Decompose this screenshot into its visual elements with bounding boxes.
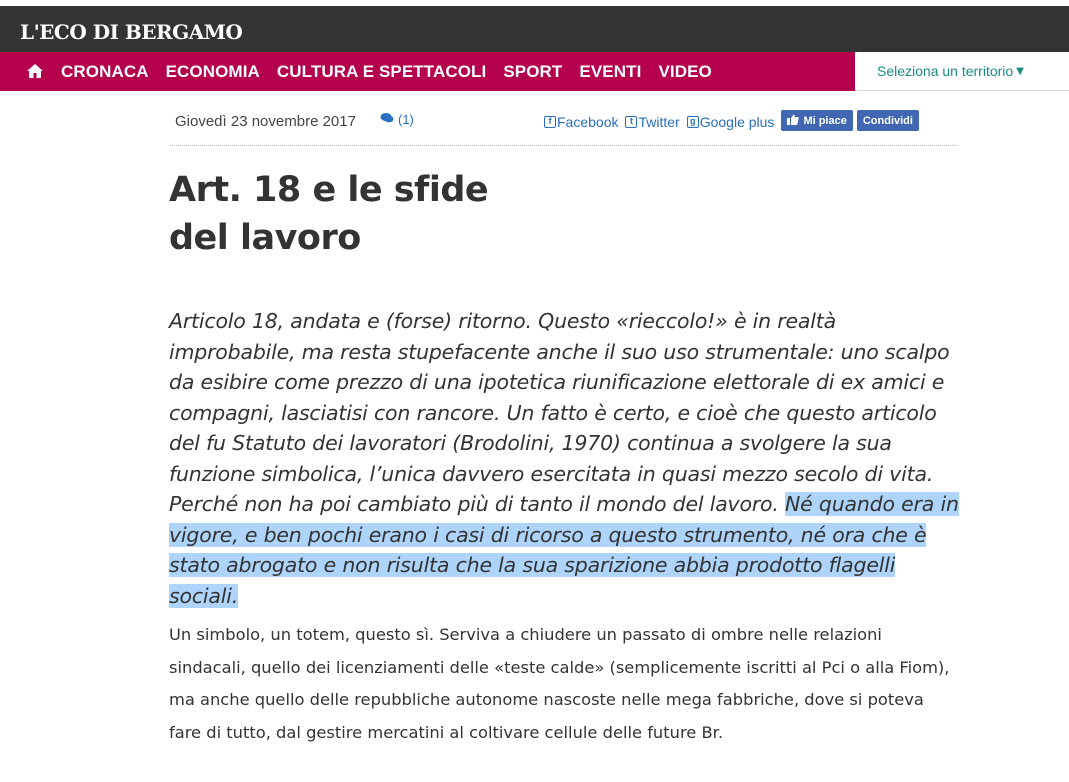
nav-item-sport[interactable]: SPORT: [503, 61, 563, 81]
nav-item-cronaca[interactable]: CRONACA: [61, 61, 149, 81]
nav-items: [61, 52, 729, 91]
article-lead: [169, 306, 959, 611]
facebook-like-button[interactable]: [781, 110, 852, 131]
nav-item-eventi[interactable]: EVENTI: [579, 61, 642, 81]
article-date: Giovedì 23 novembre 2017: [175, 113, 356, 130]
facebook-share-button[interactable]: [857, 110, 919, 131]
comments-link[interactable]: [380, 112, 414, 127]
share-googleplus-label: Google plus: [699, 113, 775, 130]
comments-count: (1): [398, 112, 414, 127]
nav-item-video[interactable]: VIDEO: [658, 61, 712, 81]
facebook-share-label: Condividi: [862, 114, 913, 127]
territory-selector-label: Seleziona un territorio: [877, 63, 1014, 79]
nav-item-cultura-spettacoli[interactable]: CULTURA E SPETTACOLI: [276, 61, 487, 81]
facebook-like-label: Mi piace: [803, 114, 847, 127]
article-body-paragraph: Un simbolo, un totem, questo sì. Serviva a chiudere un passato di ombre nelle relazioni sindacali, quello dei licenziamenti delle «teste calde» (semplicemente iscritti al Pci o alla Fiom), ma anche quello delle repubbliche autonome nascoste nelle mega fabbriche, dove si poteva fare di tutto, dal gestire mercatini al coltivare cellule delle future Br.: [169, 625, 950, 742]
home-icon[interactable]: [26, 62, 44, 80]
share-googleplus-link[interactable]: [687, 114, 775, 130]
share-facebook-label: Facebook: [557, 113, 619, 130]
googleplus-icon: g: [687, 116, 699, 128]
territory-selector[interactable]: [855, 52, 1069, 91]
article-lead-text: Articolo 18, andata e (forse) ritorno. Questo «rieccolo!» è in realtà improbabile, ma resta stupefacente anche il suo uso strumentale: uno scalpo da esibire come prezzo di una ipotetica riunificazione elettorale di ex amici e compagni, lasciatisi con rancore. Un fatto è certo, e cioè che questo articolo del fu Statuto dei lavoratori (Brodolini, 1970) continua a svolgere la sua funzione simbolica, l’unica davvero esercitata in quasi mezzo secolo di vita. Perché non ha poi cambiato più di tanto il mondo del lavoro.: [169, 309, 950, 516]
caret-down-icon: ▼: [1016, 65, 1024, 77]
nav-item-economia[interactable]: ECONOMIA: [165, 61, 260, 81]
meta-divider: [170, 145, 957, 146]
article-meta: [175, 112, 957, 146]
share-facebook-link[interactable]: [544, 114, 618, 130]
comments-icon: [380, 112, 394, 127]
article-title-line-2: del lavoro: [169, 218, 361, 258]
facebook-icon: f: [544, 116, 556, 128]
share-twitter-link[interactable]: [625, 114, 679, 130]
twitter-icon: t: [625, 116, 637, 128]
site-header: [0, 6, 1069, 52]
article-title: [169, 166, 589, 262]
thumbs-up-icon: [787, 114, 799, 128]
site-logo[interactable]: L'ECO DI BERGAMO: [20, 20, 243, 44]
share-twitter-label: Twitter: [638, 113, 680, 130]
article-title-line-1: Art. 18 e le sfide: [169, 170, 489, 210]
share-bar: [544, 112, 923, 131]
article-lead-selected-text: Né quando era in vigore, e ben pochi erano i casi di ricorso a questo strumento, né ora che è stato abrogato e non risulta che la sua sparizione abbia prodotto flagelli sociali.: [169, 492, 959, 608]
main-nav: [0, 52, 855, 91]
